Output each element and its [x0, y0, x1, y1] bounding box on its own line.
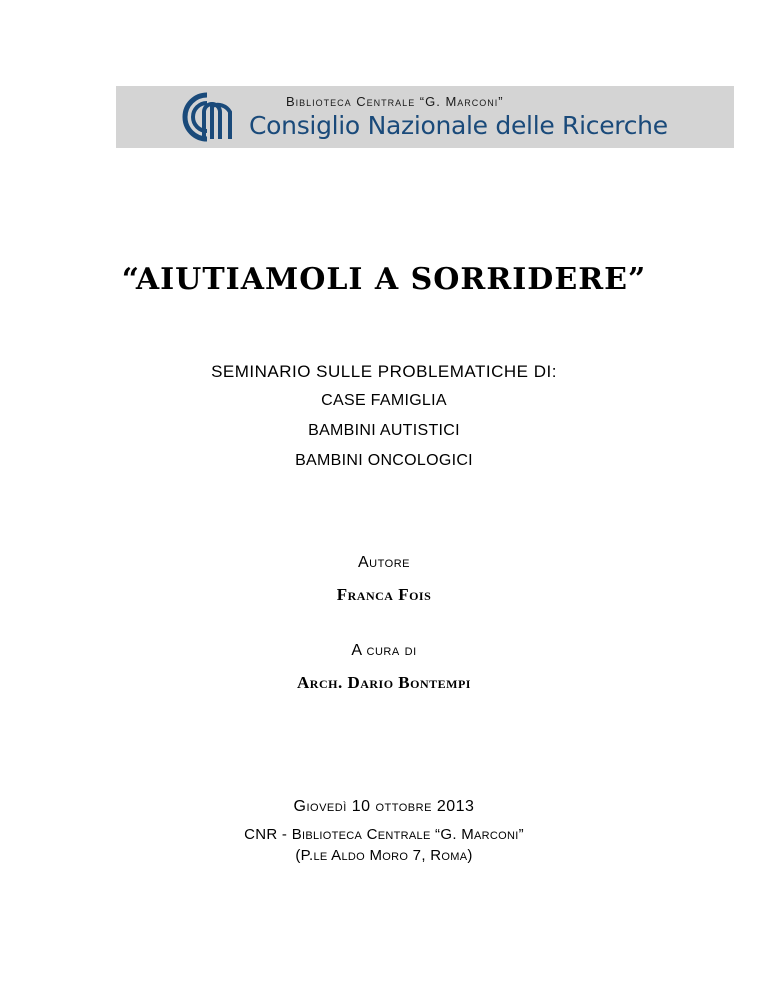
event-venue: CNR - Biblioteca Centrale “G. Marconi”: [244, 826, 524, 843]
institution-name: Consiglio Nazionale delle Ricerche: [249, 111, 668, 140]
seminar-subtitle: SEMINARIO SULLE PROBLEMATICHE DI:: [211, 362, 557, 381]
author-name: Franca Fois: [336, 585, 432, 604]
author-label: Autore: [358, 554, 410, 571]
event-date: Giovedì 10 ottobre 2013: [293, 798, 475, 815]
library-name: Biblioteca Centrale “G. Marconi”: [286, 94, 504, 109]
cnr-logo-icon: [180, 92, 234, 142]
editor-label: A cura di: [351, 642, 417, 659]
document-title: “AIUTIAMOLI A SORRIDERE”: [121, 262, 647, 297]
event-address: (P.le Aldo Moro 7, Roma): [295, 847, 473, 864]
editor-name: Arch. Dario Bontempi: [297, 673, 471, 692]
header-banner: [116, 86, 734, 148]
seminar-topic: BAMBINI AUTISTICI: [308, 422, 460, 439]
seminar-topic: CASE FAMIGLIA: [321, 392, 447, 409]
seminar-topic: BAMBINI ONCOLOGICI: [295, 452, 473, 469]
